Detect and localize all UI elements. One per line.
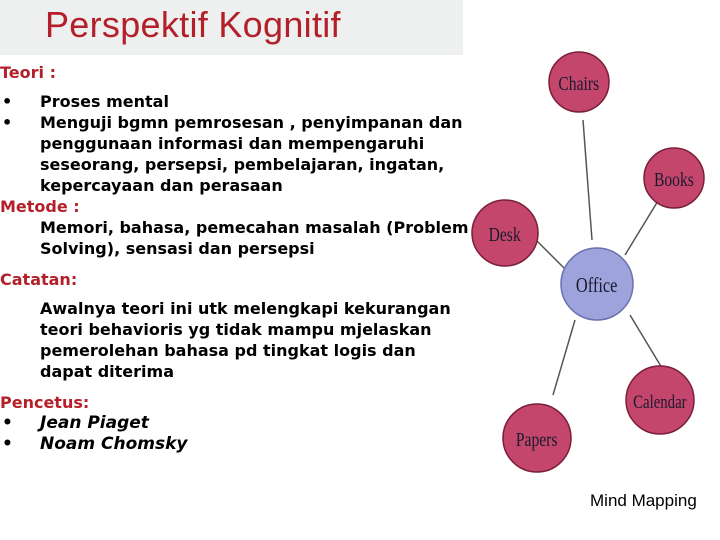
metode-text: Memori, bahasa, pemecahan masalah (Problem Solving), sensasi dan persepsi [40, 218, 469, 258]
connector-chairs [583, 120, 592, 240]
node-label-papers: Papers [515, 428, 558, 451]
node-label-chairs: Chairs [558, 72, 600, 95]
pencetus-heading: Pencetus: [0, 393, 90, 412]
slide-title: Perspektif Kognitif [45, 4, 341, 45]
mind-map-node-papers [503, 404, 571, 472]
bullet-glyph: • [2, 413, 13, 433]
slide-body [0, 62, 470, 455]
mind-map-node-desk [472, 200, 538, 266]
pencetus-name-1: • Jean Piaget [2, 413, 149, 433]
teori-bullet-1: • Proses mental [2, 92, 169, 111]
catatan-text: Awalnya teori ini utk melengkapi kekurangan teori behavioris yg tidak mampu mjelaskan pemerolehan bahasa pd tingkat logis dan dapat diterima [40, 299, 451, 381]
pencetus-name-2: • Noam Chomsky [2, 434, 188, 454]
node-label-books: Books [653, 168, 694, 191]
teori-heading: Teori : [0, 63, 56, 82]
bullet-glyph: • [2, 92, 13, 111]
metode-heading: Metode : [0, 197, 80, 216]
mind-map-caption: Mind Mapping [590, 491, 697, 510]
node-label-calendar: Calendar [633, 391, 687, 413]
mind-map-node-calendar [626, 366, 694, 434]
mind-map-node-books [644, 148, 704, 208]
connector-calendar [630, 315, 662, 368]
node-label-desk: Desk [488, 223, 521, 246]
teori-bullet-2: • Menguji bgmn pemrosesan , penyimpanan dan penggunaan informasi dan mempengaruhi seseorang, persepsi, pembelajaran, ingatan, kepercayaan dan perasaan [2, 113, 463, 195]
connector-desk [536, 240, 566, 270]
bullet-glyph: • [2, 434, 13, 454]
node-label-office: Office [575, 274, 618, 298]
title-bar [0, 0, 463, 55]
mind-map-node-chairs [549, 52, 609, 112]
bullet-glyph: • [2, 113, 13, 132]
connector-papers [553, 320, 575, 395]
catatan-heading: Catatan: [0, 270, 78, 289]
mind-map-diagram [460, 30, 720, 510]
mind-map-node-center [561, 248, 633, 320]
